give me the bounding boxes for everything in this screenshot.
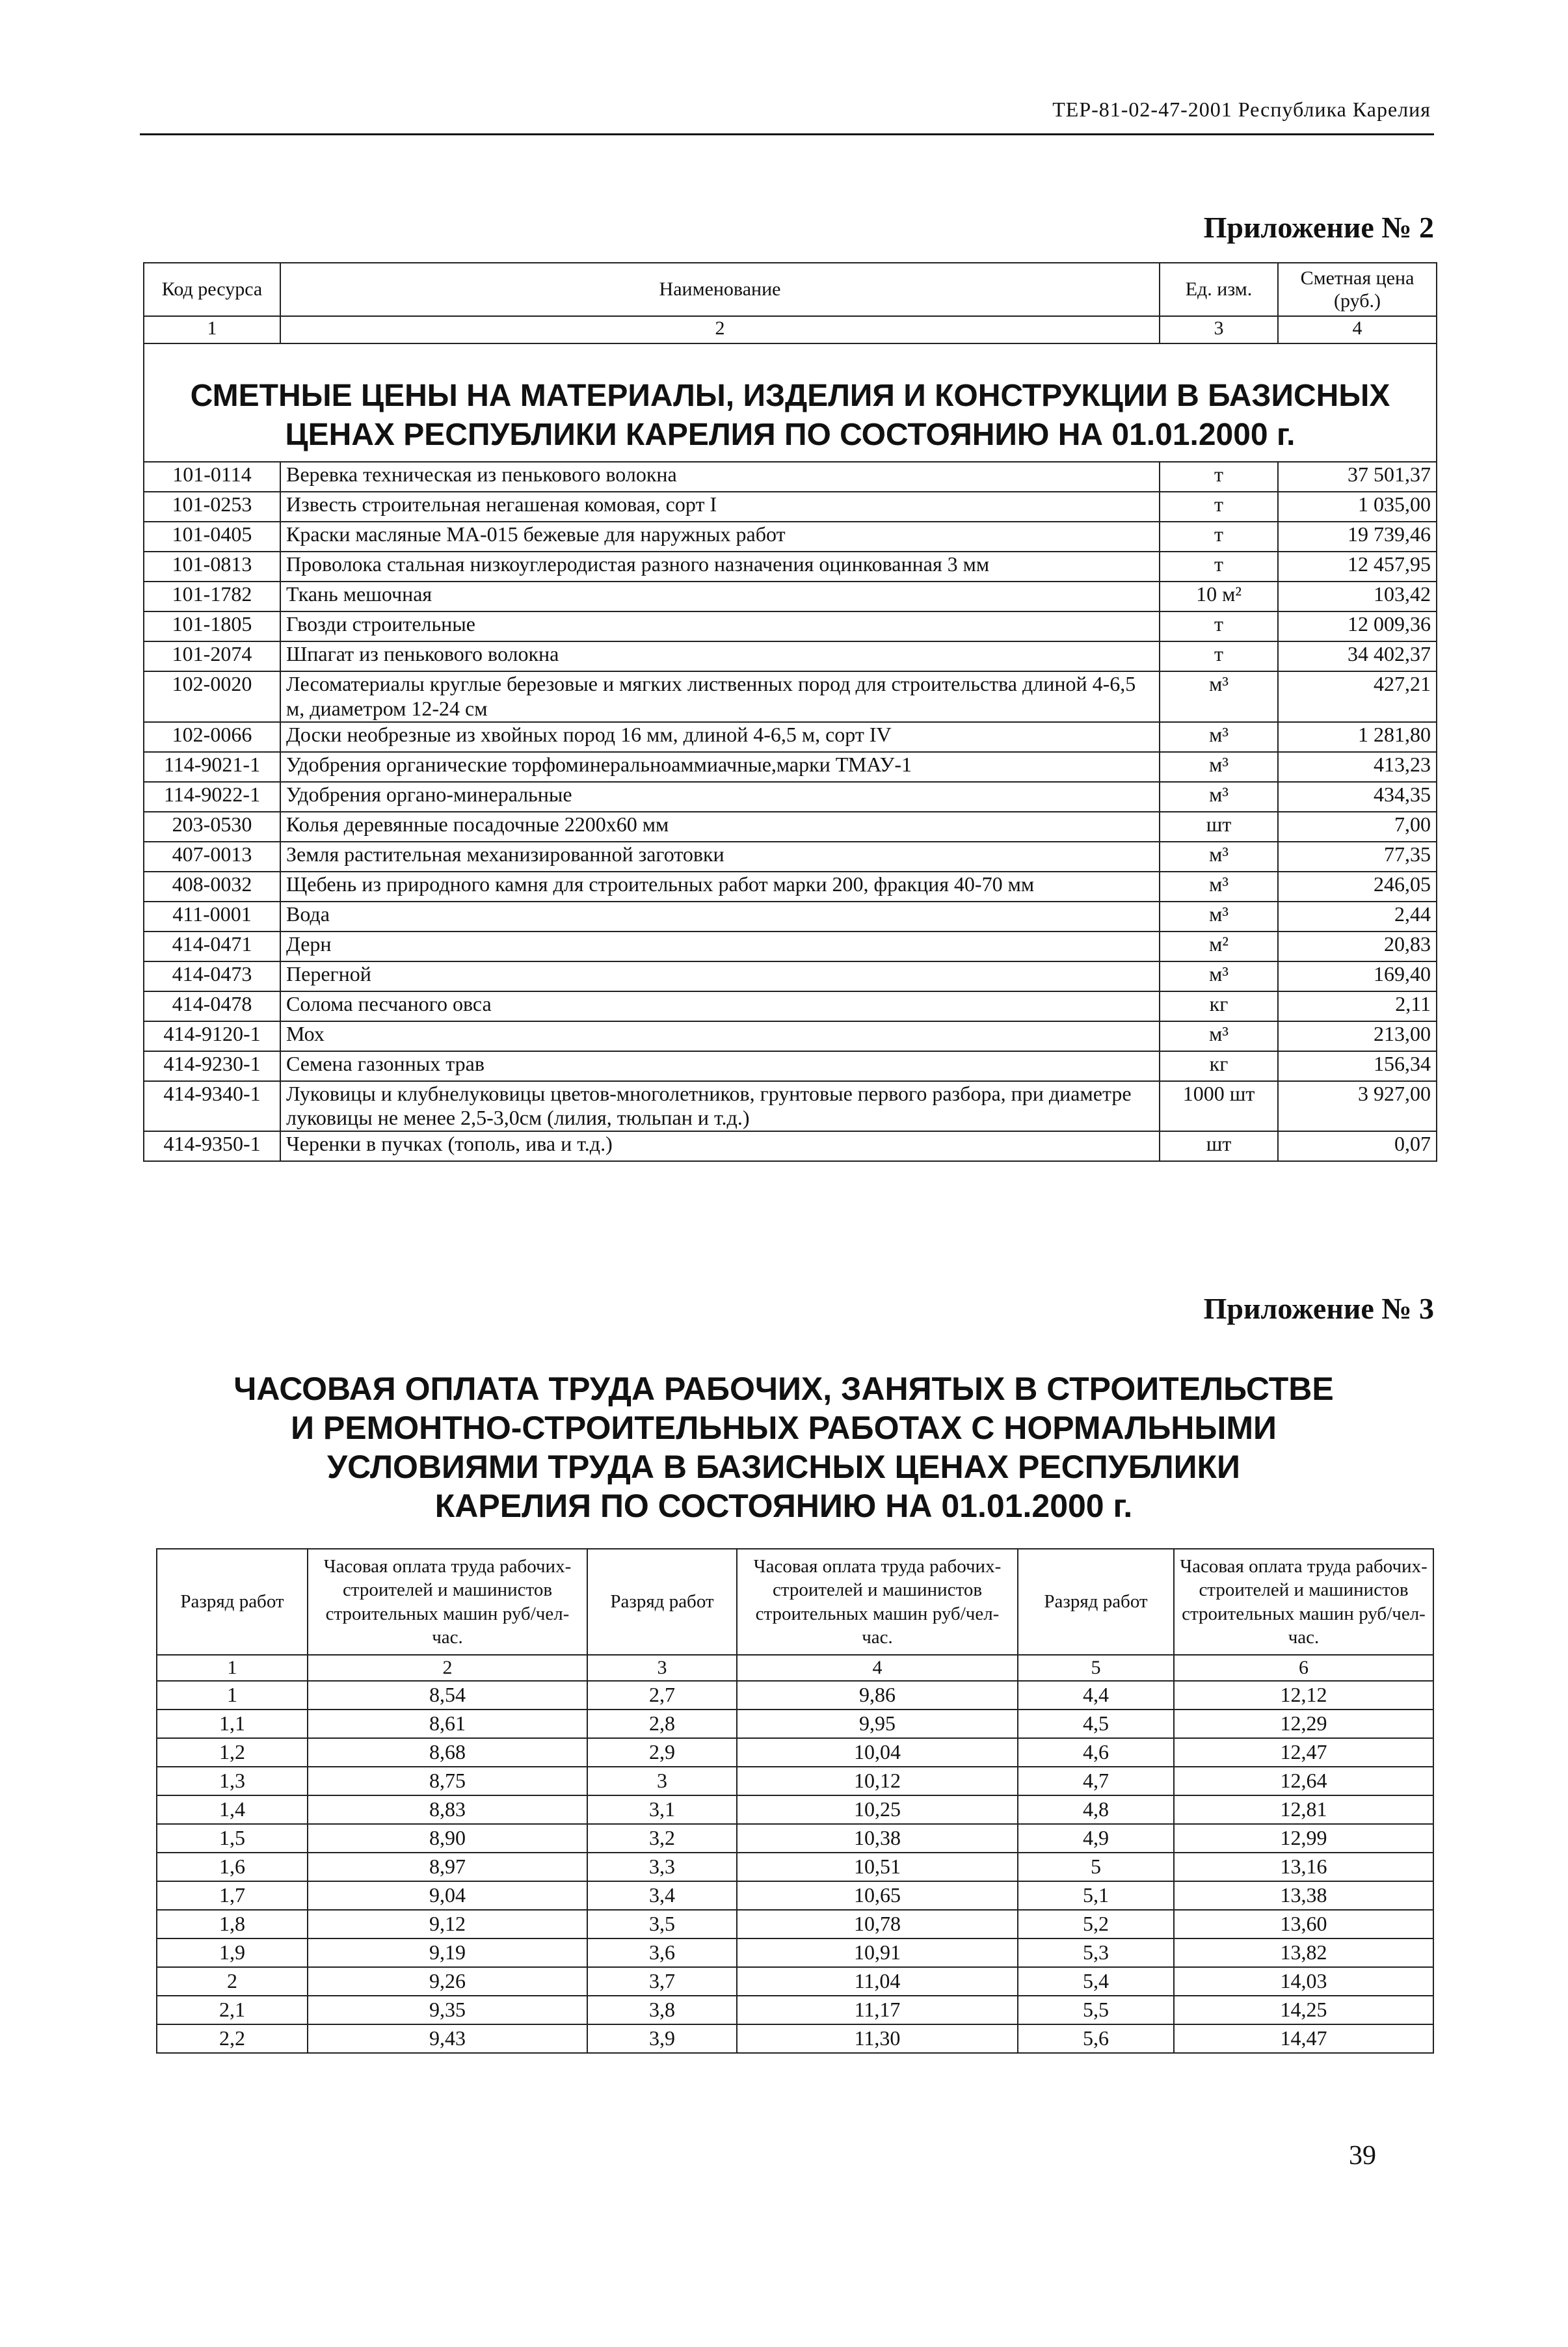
grade-cell: 1,7	[157, 1881, 308, 1910]
resource-price: 0,07	[1278, 1131, 1437, 1161]
table-row	[157, 1710, 1433, 1738]
grade-cell: 4,4	[1018, 1681, 1174, 1710]
table-row	[144, 722, 1437, 752]
table-row	[144, 462, 1437, 492]
resource-price: 1 281,80	[1278, 722, 1437, 752]
resource-code: 414-9230-1	[144, 1051, 280, 1081]
table-header-row	[157, 1549, 1433, 1655]
title-line: УСЛОВИЯМИ ТРУДА В БАЗИСНЫХ ЦЕНАХ РЕСПУБЛИКИ	[327, 1449, 1240, 1485]
resource-name: Известь строительная негашеная комовая, сорт I	[280, 492, 1160, 522]
table-row	[157, 1910, 1433, 1938]
table-row	[144, 842, 1437, 872]
grade-cell: 5	[1018, 1853, 1174, 1881]
appendix-2-label: Приложение № 2	[1203, 211, 1434, 244]
resource-name: Доски необрезные из хвойных пород 16 мм, длиной 4-6,5 м, сорт IV	[280, 722, 1160, 752]
table-row	[144, 1051, 1437, 1081]
grade-cell: 1,6	[157, 1853, 308, 1881]
resource-unit: м³	[1160, 671, 1278, 722]
grade-cell: 4,8	[1018, 1795, 1174, 1824]
grade-cell: 5,2	[1018, 1910, 1174, 1938]
resource-price: 156,34	[1278, 1051, 1437, 1081]
header-code: Код ресурса	[144, 263, 280, 316]
resource-name: Перегной	[280, 961, 1160, 991]
resource-name: Щебень из природного камня для строительных работ марки 200, фракция 40-70 мм	[280, 872, 1160, 902]
grade-cell: 5,1	[1018, 1881, 1174, 1910]
resource-unit: м³	[1160, 1021, 1278, 1051]
grade-cell: 1,5	[157, 1824, 308, 1853]
table-row	[144, 611, 1437, 641]
wage-cell: 12,99	[1174, 1824, 1433, 1853]
grade-cell: 5,4	[1018, 1967, 1174, 1996]
grade-cell: 3,2	[587, 1824, 737, 1853]
grade-cell: 4,7	[1018, 1767, 1174, 1795]
table-row	[157, 1996, 1433, 2024]
grade-cell: 3,1	[587, 1795, 737, 1824]
resource-name: Вода	[280, 902, 1160, 932]
grade-cell: 2,1	[157, 1996, 308, 2024]
resource-name: Семена газонных трав	[280, 1051, 1160, 1081]
table-row	[144, 641, 1437, 671]
resource-name: Проволока стальная низкоуглеродистая разного назначения оцинкованная 3 мм	[280, 552, 1160, 582]
wage-cell: 12,64	[1174, 1767, 1433, 1795]
grade-cell: 2,8	[587, 1710, 737, 1738]
resource-code: 101-2074	[144, 641, 280, 671]
resource-code: 101-0405	[144, 522, 280, 552]
resource-unit: м²	[1160, 932, 1278, 961]
col-number: 1	[144, 316, 280, 343]
grade-cell: 1,9	[157, 1938, 308, 1967]
resource-name: Удобрения органические торфоминеральноаммиачные,марки ТМАУ-1	[280, 752, 1160, 782]
wage-cell: 9,95	[737, 1710, 1018, 1738]
table-row	[157, 1824, 1433, 1853]
title-line: КАРЕЛИЯ ПО СОСТОЯНИЮ НА 01.01.2000 г.	[434, 1488, 1133, 1524]
resource-unit: 1000 шт	[1160, 1081, 1278, 1132]
resource-price: 169,40	[1278, 961, 1437, 991]
resource-name: Удобрения органо-минеральные	[280, 782, 1160, 812]
header-grade: Разряд работ	[1018, 1549, 1174, 1655]
wage-cell: 11,17	[737, 1996, 1018, 2024]
grade-cell: 5,6	[1018, 2024, 1174, 2053]
resource-code: 101-1782	[144, 582, 280, 611]
resource-unit: шт	[1160, 1131, 1278, 1161]
resource-unit: шт	[1160, 812, 1278, 842]
resource-price: 12 009,36	[1278, 611, 1437, 641]
wage-cell: 10,91	[737, 1938, 1018, 1967]
wage-cell: 12,47	[1174, 1738, 1433, 1767]
resource-unit: кг	[1160, 1051, 1278, 1081]
resource-price: 413,23	[1278, 752, 1437, 782]
col-number: 3	[1160, 316, 1278, 343]
wage-cell: 10,78	[737, 1910, 1018, 1938]
column-number-row	[157, 1655, 1433, 1681]
table-row	[157, 1795, 1433, 1824]
resource-name: Мох	[280, 1021, 1160, 1051]
table-row	[144, 872, 1437, 902]
table-row	[144, 492, 1437, 522]
resource-code: 102-0020	[144, 671, 280, 722]
resource-code: 114-9021-1	[144, 752, 280, 782]
wage-cell: 10,38	[737, 1824, 1018, 1853]
resource-unit: кг	[1160, 991, 1278, 1021]
wage-cell: 9,04	[308, 1881, 587, 1910]
grade-cell: 3,4	[587, 1881, 737, 1910]
resource-price: 77,35	[1278, 842, 1437, 872]
column-number-row	[144, 316, 1437, 343]
col-number: 2	[280, 316, 1160, 343]
wage-cell: 12,29	[1174, 1710, 1433, 1738]
hourly-wage-table	[156, 1548, 1434, 2054]
resource-unit: м³	[1160, 961, 1278, 991]
header-wage: Часовая оплата труда рабочих-строителей и машинистов строительных машин руб/чел-час.	[308, 1549, 587, 1655]
resource-price: 12 457,95	[1278, 552, 1437, 582]
section-title-row	[144, 343, 1437, 462]
resource-code: 102-0066	[144, 722, 280, 752]
grade-cell: 3,6	[587, 1938, 737, 1967]
resource-unit: м³	[1160, 902, 1278, 932]
resource-unit: т	[1160, 462, 1278, 492]
table-row	[157, 1853, 1433, 1881]
col-number: 3	[587, 1655, 737, 1681]
grade-cell: 1,3	[157, 1767, 308, 1795]
grade-cell: 3,7	[587, 1967, 737, 1996]
wage-cell: 8,90	[308, 1824, 587, 1853]
resource-price: 7,00	[1278, 812, 1437, 842]
resource-name: Солома песчаного овса	[280, 991, 1160, 1021]
grade-cell: 1,1	[157, 1710, 308, 1738]
resource-name: Лесоматериалы круглые березовые и мягких лиственных пород для строительства длиной 4-6,5 м, диаметром 12-24 см	[280, 671, 1160, 722]
grade-cell: 2	[157, 1967, 308, 1996]
resource-code: 407-0013	[144, 842, 280, 872]
table-row	[144, 552, 1437, 582]
resource-price: 20,83	[1278, 932, 1437, 961]
grade-cell: 2,7	[587, 1681, 737, 1710]
table-row	[144, 782, 1437, 812]
table-row	[157, 1881, 1433, 1910]
grade-cell: 3	[587, 1767, 737, 1795]
grade-cell: 4,6	[1018, 1738, 1174, 1767]
header-unit: Ед. изм.	[1160, 263, 1278, 316]
grade-cell: 3,9	[587, 2024, 737, 2053]
grade-cell: 3,3	[587, 1853, 737, 1881]
resource-code: 101-0114	[144, 462, 280, 492]
wage-cell: 8,54	[308, 1681, 587, 1710]
header-rule	[140, 133, 1434, 135]
wage-cell: 9,35	[308, 1996, 587, 2024]
resource-unit: м³	[1160, 842, 1278, 872]
resource-price: 2,44	[1278, 902, 1437, 932]
wage-cell: 8,97	[308, 1853, 587, 1881]
resource-code: 414-0471	[144, 932, 280, 961]
grade-cell: 1,4	[157, 1795, 308, 1824]
page-number: 39	[1349, 2141, 1376, 2171]
header-wage: Часовая оплата труда рабочих-строителей и машинистов строительных машин руб/чел-час.	[737, 1549, 1018, 1655]
wage-cell: 9,86	[737, 1681, 1018, 1710]
table-row	[157, 1681, 1433, 1710]
grade-cell: 2,2	[157, 2024, 308, 2053]
resource-code: 414-9340-1	[144, 1081, 280, 1132]
header-name: Наименование	[280, 263, 1160, 316]
resource-price: 246,05	[1278, 872, 1437, 902]
resource-price: 103,42	[1278, 582, 1437, 611]
resource-price: 3 927,00	[1278, 1081, 1437, 1132]
resource-price: 427,21	[1278, 671, 1437, 722]
table-row	[144, 932, 1437, 961]
wage-cell: 13,82	[1174, 1938, 1433, 1967]
wage-cell: 9,43	[308, 2024, 587, 2053]
wage-cell: 9,26	[308, 1967, 587, 1996]
resource-code: 414-9350-1	[144, 1131, 280, 1161]
resource-unit: м³	[1160, 752, 1278, 782]
materials-price-table	[143, 262, 1437, 1162]
wage-cell: 10,65	[737, 1881, 1018, 1910]
resource-price: 2,11	[1278, 991, 1437, 1021]
resource-code: 411-0001	[144, 902, 280, 932]
wage-cell: 14,47	[1174, 2024, 1433, 2053]
resource-name: Краски масляные МА-015 бежевые для наружных работ	[280, 522, 1160, 552]
resource-code: 114-9022-1	[144, 782, 280, 812]
resource-price: 34 402,37	[1278, 641, 1437, 671]
wage-cell: 8,75	[308, 1767, 587, 1795]
resource-unit: т	[1160, 641, 1278, 671]
table-row	[157, 1938, 1433, 1967]
col-number: 1	[157, 1655, 308, 1681]
wage-cell: 11,04	[737, 1967, 1018, 1996]
resource-name: Гвозди строительные	[280, 611, 1160, 641]
table-row	[144, 522, 1437, 552]
header-wage: Часовая оплата труда рабочих-строителей и машинистов строительных машин руб/чел-час.	[1174, 1549, 1433, 1655]
resource-price: 1 035,00	[1278, 492, 1437, 522]
table-row	[144, 902, 1437, 932]
appendix-3-label: Приложение № 3	[1203, 1292, 1434, 1325]
resource-unit: м³	[1160, 872, 1278, 902]
header-grade: Разряд работ	[157, 1549, 308, 1655]
wage-cell: 8,83	[308, 1795, 587, 1824]
resource-name: Дерн	[280, 932, 1160, 961]
resource-unit: т	[1160, 611, 1278, 641]
wage-cell: 12,12	[1174, 1681, 1433, 1710]
col-number: 2	[308, 1655, 587, 1681]
grade-cell: 3,8	[587, 1996, 737, 2024]
table-row	[144, 752, 1437, 782]
wage-cell: 13,16	[1174, 1853, 1433, 1881]
resource-name: Земля растительная механизированной заготовки	[280, 842, 1160, 872]
table-row	[157, 1967, 1433, 1996]
grade-cell: 1,2	[157, 1738, 308, 1767]
wage-cell: 8,61	[308, 1710, 587, 1738]
col-number: 4	[1278, 316, 1437, 343]
resource-unit: м³	[1160, 722, 1278, 752]
grade-cell: 2,9	[587, 1738, 737, 1767]
resource-unit: т	[1160, 522, 1278, 552]
resource-code: 414-0478	[144, 991, 280, 1021]
resource-price: 19 739,46	[1278, 522, 1437, 552]
title-line: ЧАСОВАЯ ОПЛАТА ТРУДА РАБОЧИХ, ЗАНЯТЫХ В СТРОИТЕЛЬСТВЕ	[233, 1371, 1334, 1407]
table-header-row	[144, 263, 1437, 316]
grade-cell: 3,5	[587, 1910, 737, 1938]
resource-price: 37 501,37	[1278, 462, 1437, 492]
wage-cell: 14,25	[1174, 1996, 1433, 2024]
wage-cell: 9,12	[308, 1910, 587, 1938]
header-price: Сметная цена (руб.)	[1278, 263, 1437, 316]
table-row	[157, 1738, 1433, 1767]
resource-code: 101-0253	[144, 492, 280, 522]
wage-table-title	[195, 1369, 1372, 1525]
wage-cell: 8,68	[308, 1738, 587, 1767]
grade-cell: 5,3	[1018, 1938, 1174, 1967]
grade-cell: 1	[157, 1681, 308, 1710]
resource-unit: м³	[1160, 782, 1278, 812]
wage-cell: 10,25	[737, 1795, 1018, 1824]
resource-code: 101-0813	[144, 552, 280, 582]
table-row	[144, 961, 1437, 991]
table-row	[144, 671, 1437, 722]
resource-name: Черенки в пучках (тополь, ива и т.д.)	[280, 1131, 1160, 1161]
col-number: 4	[737, 1655, 1018, 1681]
table-row	[144, 1021, 1437, 1051]
wage-cell: 13,60	[1174, 1910, 1433, 1938]
running-header: ТЕР-81-02-47-2001 Республика Карелия	[1052, 98, 1431, 121]
wage-cell: 13,38	[1174, 1881, 1433, 1910]
grade-cell: 4,9	[1018, 1824, 1174, 1853]
grade-cell: 5,5	[1018, 1996, 1174, 2024]
table-row	[144, 991, 1437, 1021]
resource-unit: 10 м²	[1160, 582, 1278, 611]
resource-name: Шпагат из пенькового волокна	[280, 641, 1160, 671]
resource-name: Веревка техническая из пенькового волокна	[280, 462, 1160, 492]
table-row	[144, 1081, 1437, 1132]
col-number: 6	[1174, 1655, 1433, 1681]
wage-cell: 11,30	[737, 2024, 1018, 2053]
table-row	[157, 2024, 1433, 2053]
wage-cell: 10,12	[737, 1767, 1018, 1795]
wage-cell: 10,04	[737, 1738, 1018, 1767]
wage-cell: 9,19	[308, 1938, 587, 1967]
header-grade: Разряд работ	[587, 1549, 737, 1655]
resource-unit: т	[1160, 492, 1278, 522]
resource-code: 203-0530	[144, 812, 280, 842]
wage-cell: 14,03	[1174, 1967, 1433, 1996]
col-number: 5	[1018, 1655, 1174, 1681]
table-row	[144, 582, 1437, 611]
table-row	[144, 1131, 1437, 1161]
table-row	[144, 812, 1437, 842]
grade-cell: 1,8	[157, 1910, 308, 1938]
resource-name: Луковицы и клубнелуковицы цветов-многолетников, грунтовые первого разбора, при диаметре луковицы не менее 2,5-3,0см (лилия, тюльпан и т.д.)	[280, 1081, 1160, 1132]
resource-code: 101-1805	[144, 611, 280, 641]
resource-code: 414-9120-1	[144, 1021, 280, 1051]
resource-unit: т	[1160, 552, 1278, 582]
resource-code: 408-0032	[144, 872, 280, 902]
resource-price: 213,00	[1278, 1021, 1437, 1051]
section-title: СМЕТНЫЕ ЦЕНЫ НА МАТЕРИАЛЫ, ИЗДЕЛИЯ И КОНСТРУКЦИИ В БАЗИСНЫХ ЦЕНАХ РЕСПУБЛИКИ КАРЕЛИЯ ПО СОСТОЯНИЮ НА 01.01.2000 г.	[144, 343, 1437, 462]
resource-name: Колья деревянные посадочные 2200х60 мм	[280, 812, 1160, 842]
resource-name: Ткань мешочная	[280, 582, 1160, 611]
table-row	[157, 1767, 1433, 1795]
wage-cell: 12,81	[1174, 1795, 1433, 1824]
grade-cell: 4,5	[1018, 1710, 1174, 1738]
title-line: И РЕМОНТНО-СТРОИТЕЛЬНЫХ РАБОТАХ С НОРМАЛЬНЫМИ	[291, 1410, 1277, 1446]
wage-cell: 10,51	[737, 1853, 1018, 1881]
resource-code: 414-0473	[144, 961, 280, 991]
resource-price: 434,35	[1278, 782, 1437, 812]
